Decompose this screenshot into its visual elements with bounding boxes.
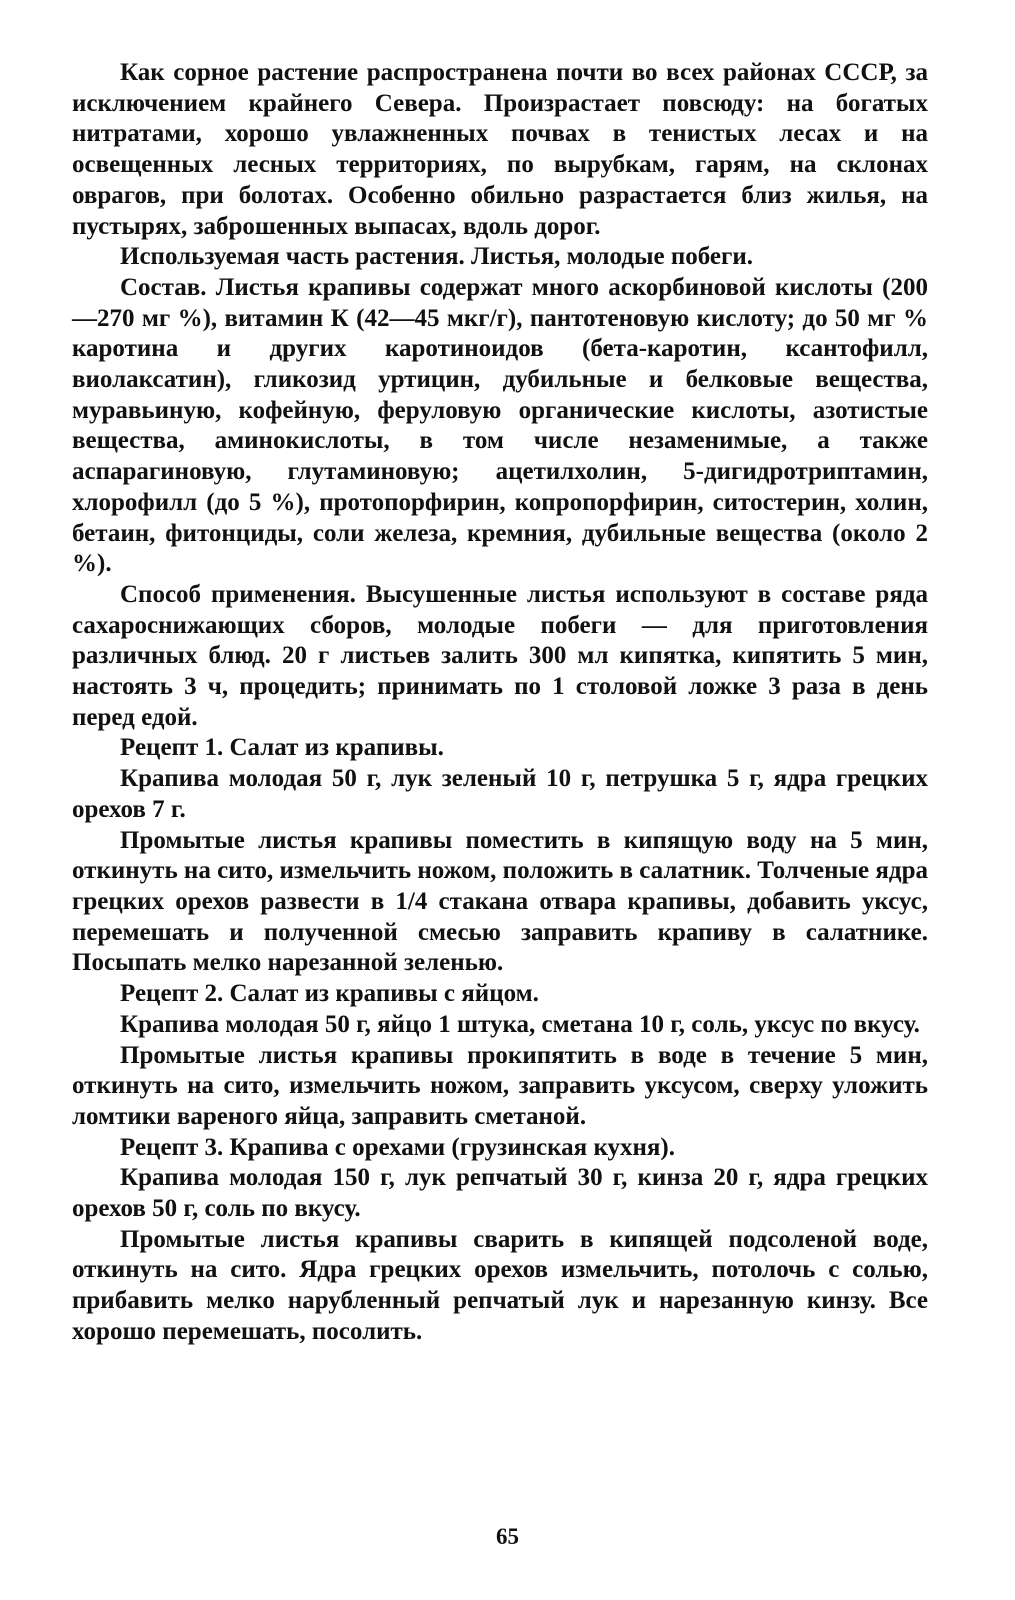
recipe-3-ingredients: Крапива молодая 150 г, лук репчатый 30 г, кинза 20 г, ядра грецких орехов 50 г, соль по вкусу. xyxy=(72,1164,928,1223)
recipe-1-method: Промытые листья крапивы поместить в кипящую воду на 5 мин, откинуть на сито, измельчить ножом, положить в салатник. Толченые ядра грецких орехов развести в 1/4 стакана отвара крапивы, добавить уксус, перемешать и полученной смесью заправить крапиву в салатнике. Посыпать мелко нарезанной зеленью. xyxy=(72,826,928,977)
recipe-1-title: Рецепт 1. Салат из крапивы. xyxy=(120,734,444,762)
recipe-1-ingredients: Крапива молодая 50 г, лук зеленый 10 г, петрушка 5 г, ядра грецких орехов 7 г. xyxy=(72,765,928,823)
recipe-2-title: Рецепт 2. Салат из крапивы с яйцом. xyxy=(120,980,539,1008)
page-body xyxy=(72,58,928,1348)
paragraph-composition: Состав. Листья крапивы содержат много аскорбиновой кислоты (200—270 мг %), витамин К (42—45 мкг/г), пантотеновую кислоту; до 50 мг % каротина и других каротиноидов (бета-каротин, ксантофилл, виолаксатин), гликозид уртицин, дубильные и белковые вещества, муравьиную, кофейную, феруловую органические кислоты, азотистые вещества, аминокислоты, в том числе незаменимые, а также аспарагиновую, глутаминовую; ацетилхолин, 5-дигидротриптамин, хлорофилл (до 5 %), протопорфирин, копропорфирин, ситостерин, холин, бетаин, фитонциды, соли железа, кремния, дубильные вещества (около 2 %). xyxy=(72,273,928,578)
recipe-2-ingredients: Крапива молодая 50 г, яйцо 1 штука, сметана 10 г, соль, уксус по вкусу. xyxy=(120,1010,920,1038)
page-number: 65 xyxy=(496,1524,519,1549)
paragraph-habitat: Как сорное растение распространена почти во всех районах СССР, за исключением крайнего Севера. Произрастает повсюду: на богатых нитратами, хорошо увлажненных почвах в тенистых лесах и на освещенных лесных территориях, по вырубкам, гарям, на склонах оврагов, при болотах. Особенно обильно разрастается близ жилья, на пустырях, заброшенных выпасах, вдоль дорог. xyxy=(72,59,928,240)
paragraph-usage: Способ применения. Высушенные листья используют в составе ряда сахароснижающих сборов, молодые побеги — для приготовления различных блюд. 20 г листьев залить 300 мл кипятка, кипятить 5 мин, настоять 3 ч, процедить; принимать по 1 столовой ложке 3 раза в день перед едой. xyxy=(72,580,928,731)
recipe-2-method: Промытые листья крапивы прокипятить в воде в течение 5 мин, откинуть на сито, измельчить ножом, заправить уксусом, сверху уложить ломтики вареного яйца, заправить сметаной. xyxy=(72,1041,928,1130)
recipe-3-method: Промытые листья крапивы сварить в кипящей подсоленой воде, откинуть на сито. Ядра грецких орехов измельчить, потолочь с солью, прибавить мелко нарубленный репчатый лук и нарезанную кинзу. Все хорошо перемешать, посолить. xyxy=(72,1225,928,1345)
paragraph-used-part: Используемая часть растения. Листья, молодые побеги. xyxy=(120,243,754,271)
recipe-3-title: Рецепт 3. Крапива с орехами (грузинская кухня). xyxy=(120,1133,675,1161)
